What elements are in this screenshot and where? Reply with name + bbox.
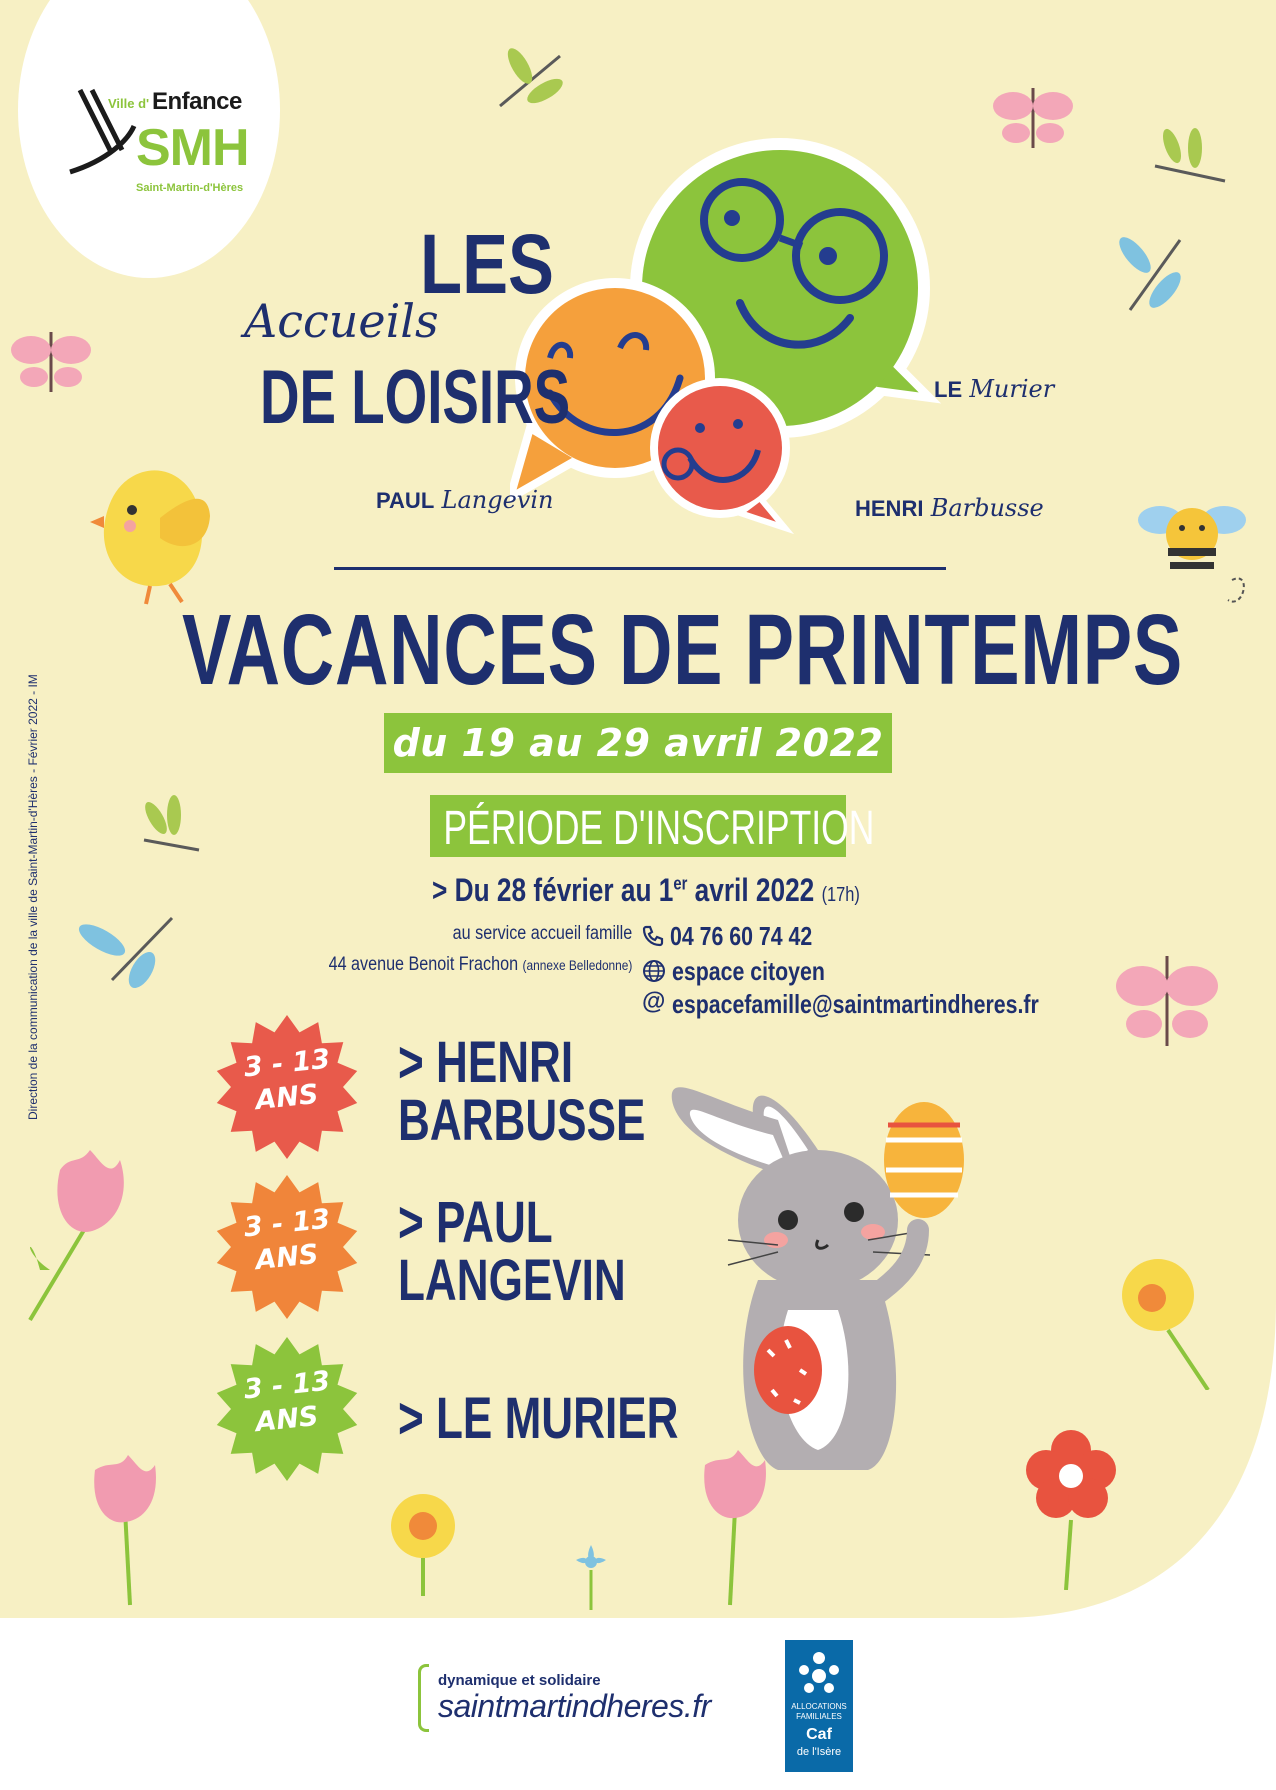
dates-banner <box>384 713 892 773</box>
age-range: 3 - 13 <box>242 1043 332 1084</box>
caf-line-2: FAMILIALES <box>796 1712 842 1721</box>
phone-number[interactable]: 04 76 60 74 42 <box>670 921 813 951</box>
credit-text: Direction de la communication de la ville de Saint-Martin-d'Hères - Février 2022 - IM <box>26 674 40 1120</box>
address-line-1: au service accueil famille <box>452 923 632 944</box>
footer-site-link[interactable]: saintmartindheres.fr <box>438 1688 711 1724</box>
bunny-illustration <box>668 1040 1048 1500</box>
age-unit: ANS <box>254 1238 320 1277</box>
title-accueils: Accueils <box>244 294 439 348</box>
age-range: 3 - 13 <box>242 1365 332 1406</box>
globe-icon <box>642 959 666 983</box>
blue-flower-illustration <box>566 1540 616 1610</box>
site-henri-barbusse <box>398 1030 646 1153</box>
daffodil-illustration <box>378 1486 468 1596</box>
title-les: LES <box>420 217 554 311</box>
dragonfly-illustration <box>1110 230 1190 320</box>
divider-line <box>334 567 946 570</box>
registration-time: (17h) <box>821 884 860 906</box>
site-line-1: > LE MURIER <box>398 1386 679 1451</box>
title-de-loisirs: DE LOISIRS <box>260 355 571 440</box>
label-paul: PAUL <box>376 488 435 513</box>
site-paul-langevin <box>398 1190 626 1313</box>
email-link[interactable]: espacefamille@saintmartindheres.fr <box>672 989 1039 1019</box>
label-paul-langevin <box>376 486 553 512</box>
daffodil-illustration <box>1108 1250 1218 1390</box>
address-note: (annexe Belledonne) <box>522 957 632 973</box>
dragonfly-illustration <box>72 910 182 990</box>
age-badge-paul-text <box>214 1203 360 1288</box>
age-badge-henri-text <box>214 1043 360 1128</box>
dragonfly-illustration <box>490 46 570 116</box>
butterfly-illustration <box>6 322 96 402</box>
registration-sup: er <box>673 873 688 894</box>
label-henri-barbusse <box>855 494 1044 520</box>
address-line-2 <box>328 954 632 976</box>
caf-name: Caf <box>806 1726 832 1743</box>
site-le-murier <box>398 1386 679 1451</box>
label-le-murier <box>934 375 1054 401</box>
age-badge-murier-text <box>214 1365 360 1450</box>
dates-text: du 19 au 29 avril 2022 <box>392 721 884 765</box>
at-icon: @ <box>642 988 666 1015</box>
dragonfly-illustration <box>134 790 204 860</box>
site-line-2: LANGEVIN <box>398 1248 626 1313</box>
caf-family-icon <box>795 1650 843 1698</box>
footer-tagline: dynamique et solidaire <box>438 1672 601 1689</box>
tulip-illustration <box>70 1440 170 1610</box>
logo-ville-text: Ville d' <box>108 96 150 111</box>
address-street: 44 avenue Benoit Frachon <box>328 954 518 975</box>
age-unit: ANS <box>254 1078 320 1117</box>
phone-icon <box>641 924 665 948</box>
caf-region: de l'Isère <box>796 1746 842 1758</box>
espace-citoyen-link[interactable]: espace citoyen <box>672 956 825 986</box>
caf-logo <box>785 1640 853 1772</box>
caf-line-1: ALLOCATIONS <box>791 1702 847 1711</box>
age-range: 3 - 13 <box>242 1203 332 1244</box>
label-henri: HENRI <box>855 496 924 521</box>
label-barbusse: Barbusse <box>930 494 1044 522</box>
registration-suffix: avril 2022 <box>687 872 815 908</box>
footer-bracket <box>418 1664 429 1732</box>
chick-illustration <box>90 458 220 608</box>
site-line-1: > HENRI <box>398 1030 574 1095</box>
smiley-bubbles-illustration <box>510 128 1040 548</box>
butterfly-illustration <box>988 78 1078 158</box>
logo-smh-text: SMH <box>136 119 249 177</box>
label-le: LE <box>934 377 963 402</box>
logo-city-text: Saint-Martin-d'Hères <box>136 182 244 194</box>
label-langevin: Langevin <box>441 486 554 514</box>
tulip-illustration <box>10 1130 160 1330</box>
registration-period <box>432 872 860 909</box>
registration-prefix: > Du 28 février au 1 <box>432 872 674 908</box>
dragonfly-illustration <box>1150 126 1230 196</box>
registration-banner <box>430 795 875 857</box>
logo-enfance-text: Enfance <box>152 88 242 115</box>
butterfly-illustration <box>1112 946 1222 1066</box>
site-line-1: > PAUL <box>398 1190 553 1255</box>
headline: VACANCES DE PRINTEMPS <box>182 594 1183 706</box>
site-line-2: BARBUSSE <box>398 1088 646 1153</box>
tulip-illustration <box>690 1440 780 1610</box>
label-murier-name: Murier <box>969 375 1055 403</box>
registration-label: PÉRIODE D'INSCRIPTION <box>443 802 875 855</box>
age-unit: ANS <box>254 1400 320 1439</box>
flower-illustration <box>1016 1420 1126 1590</box>
